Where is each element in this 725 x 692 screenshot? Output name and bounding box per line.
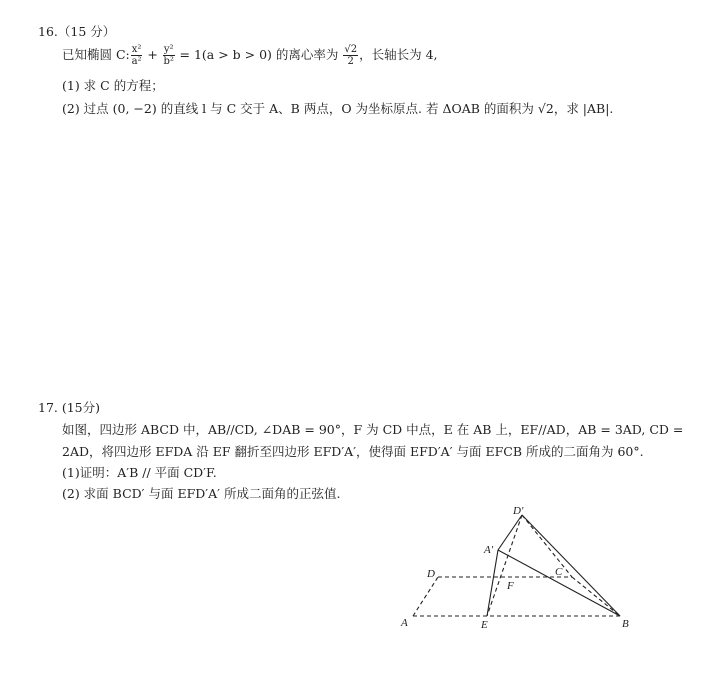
label-A-prime: A′ xyxy=(484,544,494,556)
edge-D1A1 xyxy=(498,515,522,550)
edge-CB xyxy=(572,577,620,616)
edge-A1B xyxy=(498,550,620,616)
label-D: D xyxy=(427,568,435,580)
q17-line1: 如图，四边形 ABCD 中，AB//CD, ∠DAB = 90°，F 为 CD 中点，E 在 AB 上，EF//AD，AB = 3AD, CD = xyxy=(62,422,684,437)
q16-part2: (2) 过点 (0, −2) 的直线 l 与 C 交于 A、B 两点，O 为坐标原点. 若 ΔOAB 的面积为 √2，求 |AB|. xyxy=(62,101,614,116)
label-F: F xyxy=(507,580,514,592)
q17-line2: 2AD，将四边形 EFDA 沿 EF 翻折至四边形 EFD′A′，使得面 EFD′A′ 与面 EFCB 所成的二面角为 60°. xyxy=(62,444,644,459)
label-C: C xyxy=(555,566,563,578)
q16-stem-prefix: 已知椭圆 C: xyxy=(62,47,130,62)
edge-D1C xyxy=(522,515,572,577)
q16-part1: (1) 求 C 的方程； xyxy=(62,78,164,93)
denominator: 2 xyxy=(347,56,354,67)
q16-stem-suffix: ，长轴长为 4, xyxy=(359,47,438,62)
numerator: √2 xyxy=(344,44,358,55)
edge-D1B xyxy=(522,515,620,616)
denominator: b² xyxy=(163,56,174,67)
q17-part1: (1)证明：A′B // 平面 CD′F. xyxy=(62,465,217,480)
plus-sign: + xyxy=(147,47,158,62)
numerator: x² xyxy=(131,44,142,55)
edge-AD xyxy=(413,577,438,616)
q17-part2: (2) 求面 BCD′ 与面 EFD′A′ 所成二面角的正弦值. xyxy=(62,486,341,501)
edge-A1E xyxy=(487,550,498,616)
q16-stem-mid: = 1(a > b > 0) 的离心率为 xyxy=(179,47,339,62)
label-B: B xyxy=(622,618,629,630)
q17-header: 17. (15分) xyxy=(38,400,101,415)
label-E: E xyxy=(481,619,488,631)
edge-D1E xyxy=(487,515,522,616)
denominator: a² xyxy=(131,56,142,67)
label-A: A xyxy=(401,617,408,629)
label-D-prime: D′ xyxy=(513,505,524,517)
q16-header: 16.（15 分） xyxy=(38,24,116,39)
numerator: y² xyxy=(163,44,174,55)
